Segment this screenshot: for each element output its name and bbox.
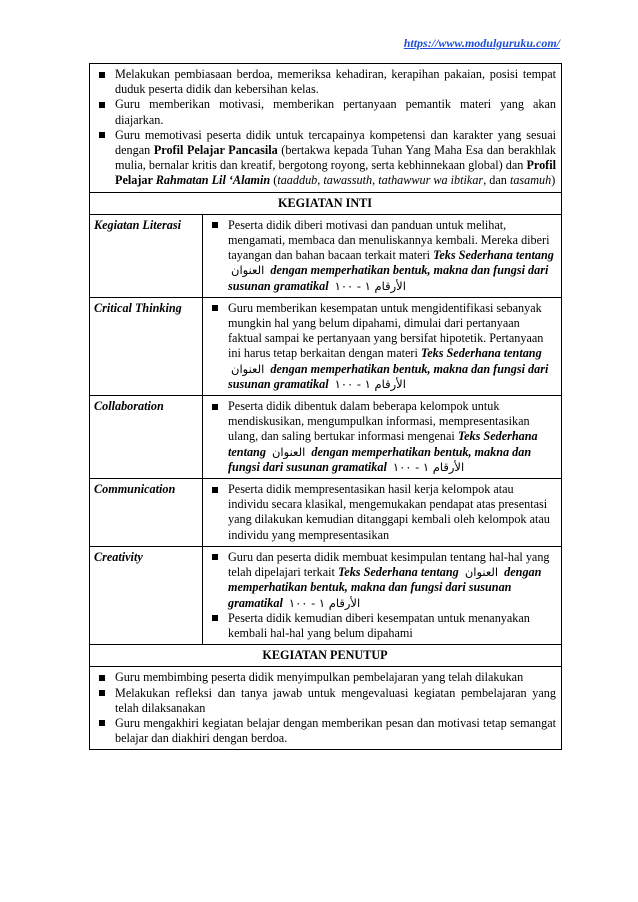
- tasamuh-text: tasamuh: [509, 173, 552, 188]
- text: Guru memberikan kesempatan untuk mengidentifikasi sebanyak mungkin hal yang belum dipahami, dimulai dari pertanyaan faktual sampai ke pertanyaan yang bersifat hipotetik. Pertanyaan ini harus tetap berkaitan dengan materi: [228, 300, 544, 361]
- critical-thinking-content: [203, 297, 562, 395]
- opening-activities-row: [90, 64, 562, 193]
- arabic-numbers: الأرقام ١ - ١٠٠: [392, 459, 465, 474]
- list-item: Guru membimbing peserta didik menyimpulkan pembelajaran yang telah dilakukan: [94, 670, 556, 685]
- core-heading-row: [90, 192, 562, 214]
- values-text: taaddub, tawassuth, tathawwur wa ibtikar: [277, 173, 484, 188]
- text: ): [551, 173, 556, 188]
- arabic-numbers: الأرقام ١ - ١٠٠: [334, 278, 406, 293]
- core-activities-heading: KEGIATAN INTI: [90, 192, 562, 214]
- arabic-numbers: الأرقام ١ - ١٠٠: [288, 595, 361, 610]
- closing-list: [94, 670, 556, 746]
- text: (bertakwa kepada Tuhan Yang Maha Esa dan berakhlak mulia, bernalar kritis dan kreatif, bergotong royong, serta kebhinnekaan global) dan: [115, 143, 556, 173]
- arabic-title: العنوان: [231, 361, 265, 376]
- text: (: [270, 173, 278, 188]
- list-item: [94, 128, 556, 189]
- critical-thinking-label: Critical Thinking: [90, 297, 203, 395]
- list-item: [207, 301, 556, 392]
- text: Guru memotivasi peserta didik untuk tercapainya kompetensi dan karakter yang sesuai dengan: [115, 127, 556, 158]
- communication-row: [90, 479, 562, 547]
- opening-list: [94, 67, 556, 189]
- list-item: Melakukan refleksi dan tanya jawab untuk mengevaluasi kegiatan pembelajaran yang telah dilaksanakan: [94, 686, 556, 716]
- literacy-label: Kegiatan Literasi: [90, 214, 203, 297]
- text: Peserta didik dibentuk dalam beberapa kelompok untuk mendiskusikan, mengumpulkan informasi, mempresentasikan ulang, dan saling bertukar informasi mengenai: [228, 399, 530, 444]
- rahmatan-text: Rahmatan Lil ‘Alamin: [155, 173, 271, 188]
- collaboration-row: [90, 396, 562, 479]
- header-url-link[interactable]: https://www.modulguruku.com/: [403, 36, 560, 50]
- list-item: Peserta didik kemudian diberi kesempatan untuk menanyakan kembali hal-hal yang belum dipahami: [207, 611, 556, 641]
- literacy-row: [90, 214, 562, 297]
- text: , dan: [483, 173, 510, 188]
- text: Peserta didik diberi motivasi dan panduan untuk melihat, mengamati, membaca dan menuliskannya kembali. Mereka diberi tayangan dan bahan bacaan terkait materi: [228, 217, 550, 263]
- topic-text: Teks Sederhana tentang: [433, 248, 554, 263]
- collaboration-label: Collaboration: [90, 396, 203, 479]
- profil-pancasila-text: Profil Pelajar Pancasila: [153, 143, 278, 158]
- collaboration-content: [203, 396, 562, 479]
- topic-text: dengan memperhatikan bentuk, makna dan fungsi dari susunan gramatikal: [228, 263, 549, 293]
- closing-activities-row: [90, 667, 562, 750]
- creativity-label: Creativity: [90, 546, 203, 644]
- arabic-title: العنوان: [271, 444, 306, 459]
- closing-heading-row: [90, 645, 562, 667]
- arabic-numbers: الأرقام ١ - ١٠٠: [334, 376, 406, 391]
- lesson-activities-table: [89, 63, 562, 750]
- list-item: Guru mengakhiri kegiatan belajar dengan memberikan pesan dan motivasi tetap semangat belajar dan diakhiri dengan berdoa.: [94, 716, 556, 746]
- communication-content: [203, 479, 562, 547]
- communication-label: Communication: [90, 479, 203, 547]
- closing-activities-heading: KEGIATAN PENUTUP: [90, 645, 562, 667]
- profil-pelajar-text: Profil Pelajar: [115, 158, 556, 188]
- topic-text: Teks Sederhana tentang: [337, 565, 459, 580]
- list-item: [207, 550, 556, 611]
- text: Guru dan peserta didik membuat kesimpulan tentang hal-hal yang telah dipelajari terkait: [228, 549, 550, 580]
- arabic-title: العنوان: [464, 565, 499, 580]
- creativity-content: [203, 546, 562, 644]
- critical-thinking-row: [90, 297, 562, 395]
- list-item: Melakukan pembiasaan berdoa, memeriksa kehadiran, kerapihan pakaian, posisi tempat duduk peserta didik dan kebersihan kelas.: [94, 67, 556, 97]
- list-item: [207, 218, 556, 294]
- topic-text: dengan memperhatikan bentuk, makna dan fungsi dari susunan gramatikal: [228, 565, 542, 610]
- literacy-content: [203, 214, 562, 297]
- creativity-row: [90, 546, 562, 644]
- opening-activities-cell: [90, 64, 562, 193]
- closing-activities-cell: [90, 667, 562, 750]
- list-item: [207, 399, 556, 475]
- topic-text: dengan memperhatikan bentuk, makna dan fungsi dari susunan gramatikal: [228, 444, 532, 474]
- list-item: Peserta didik mempresentasikan hasil kerja kelompok atau individu secara klasikal, mengemukakan pendapat atas presentasi yang dilakukan kemudian ditanggapi kembali oleh kelompok atau individu yang mempresentasikan: [207, 482, 556, 543]
- topic-text: dengan memperhatikan bentuk, makna dan fungsi dari susunan gramatikal: [228, 361, 549, 391]
- list-item: Guru memberikan motivasi, memberikan pertanyaan pemantik materi yang akan diajarkan.: [94, 97, 556, 127]
- arabic-title: العنوان: [231, 263, 265, 278]
- topic-text: Teks Sederhana tentang: [420, 346, 542, 361]
- topic-text: Teks Sederhana tentang: [228, 429, 538, 459]
